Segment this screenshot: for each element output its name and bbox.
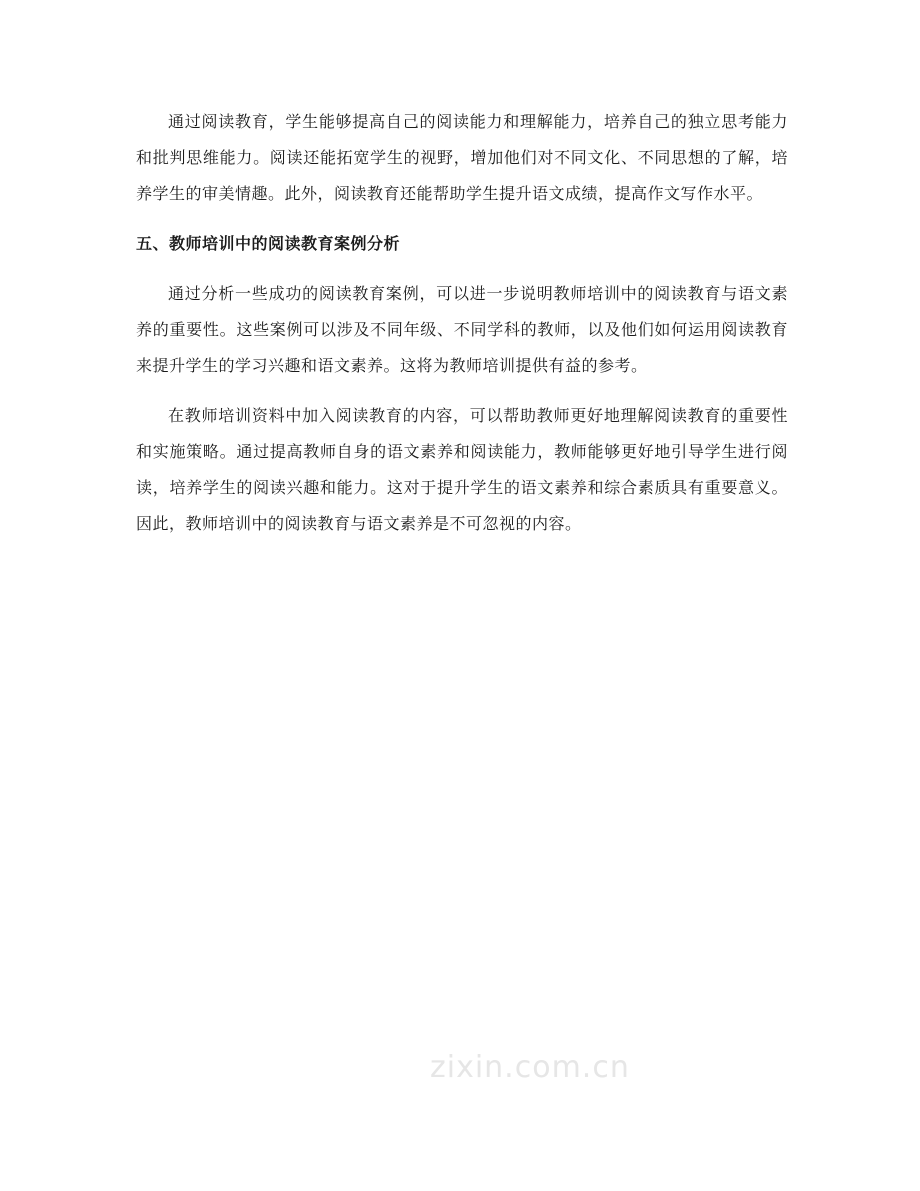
paragraph-case-analysis: 通过分析一些成功的阅读教育案例，可以进一步说明教师培训中的阅读教育与语文素养的重要性。这些案例可以涉及不同年级、不同学科的教师，以及他们如何运用阅读教育来提升学生的学习兴趣和语文素养。这将为教师培训提供有益的参考。 bbox=[136, 284, 788, 375]
paragraph-conclusion: 在教师培训资料中加入阅读教育的内容，可以帮助教师更好地理解阅读教育的重要性和实施策略。通过提高教师自身的语文素养和阅读能力，教师能够更好地引导学生进行阅读，培养学生的阅读兴趣和能力。这对于提升学生的语文素养和综合素质具有重要意义。因此，教师培训中的阅读教育与语文素养是不可忽视的内容。 bbox=[136, 406, 788, 533]
document-body bbox=[136, 104, 788, 556]
section-heading: 五、教师培训中的阅读教育案例分析 bbox=[136, 234, 401, 253]
paragraph-reading-benefits: 通过阅读教育，学生能够提高自己的阅读能力和理解能力，培养自己的独立思考能力和批判思维能力。阅读还能拓宽学生的视野，增加他们对不同文化、不同思想的了解，培养学生的审美情趣。此外，阅读教育还能帮助学生提升语文成绩，提高作文写作水平。 bbox=[136, 112, 788, 203]
watermark: zixin.com.cn bbox=[430, 1050, 630, 1085]
